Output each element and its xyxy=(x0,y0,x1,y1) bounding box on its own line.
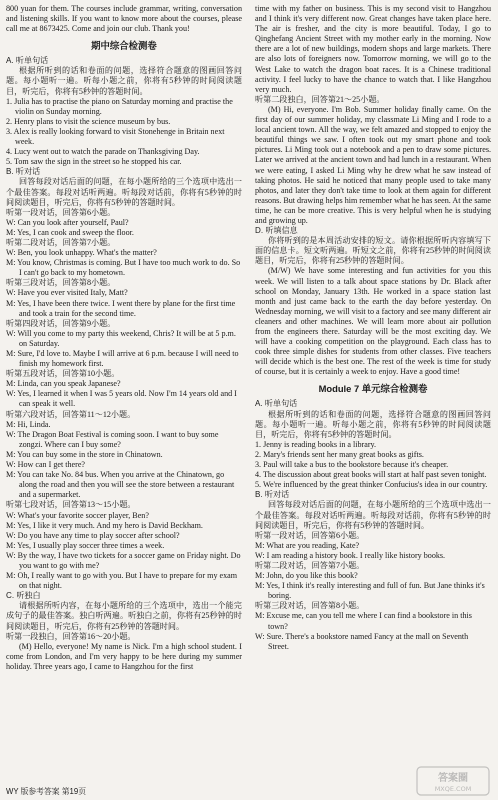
dialogue-line: M: You know, Christmas is coming. But I have too much work to do. So I can't go back to my hometown. xyxy=(6,258,241,278)
monologue-label: 听第一段独白，回答第16～20小题。 xyxy=(6,631,136,641)
monologue-text: (M) Hi, everyone. I'm Bob. Summer holiday finally came. On the first day of our summer holiday, my classmate Li Ming and I rode to a local ancient town. All the way, we felt amazed and stopped to enjoy the beautiful things we saw. I often took out my smart phone and took pictures. Li Ming took out a notebook and a pen to draw some pictures. Later we arrived at the ancient town and had lunch in a restaurant. When we were eating, I asked Li Ming why he drew what he saw instead of taking photos. He said he noticed that many people used to take many photos, and later they don't take time to look at them again for different reasons. But drawing helps him remember what he has seen. At the same time, he can be more creative. This is very helpful when he is studying and growing up. xyxy=(255,104,492,225)
dialogue-line: M: Hi, Linda. xyxy=(6,419,51,429)
dialogue-label: 听第一段对话，回答第6小题。 xyxy=(255,530,365,540)
section-a-heading: A. 听单句话 xyxy=(6,56,49,66)
dialogue-line: M: Yes, I can cook and sweep the floor. xyxy=(6,227,134,237)
section-b-heading: B. 听对话 xyxy=(6,167,41,177)
dialogue-line: W: Yes, I learned it when I was 5 years old. Now I'm 14 years old and I can speak it well. xyxy=(6,389,237,409)
dialogue-line: W: Will you come to my party this weekend, Chris? It will be at 5 p.m. on Saturday. xyxy=(6,328,236,348)
monologue-continued: time with my father on business. This is my second visit to Hangzhou and I think it's very different now. Great changes have taken place here. The air is fresher, and the city is more beautiful. Today, I go to Qinghefang Ancient Street with my mother early in the morning. Now there are a lot of new buildings, modern shops and large markets. There are also lots of foreigners now. Tomorrow morning, we will go to the West Lake to watch the dragon boat races. It is a Chinese traditional activity. I feel lucky to have the chance to watch that. I like Hangzhou very much. xyxy=(255,4,491,94)
left-column xyxy=(6,4,242,672)
section-d-instructions: 你将听到的是本周活动安排的短文。请你根据所听内容填写下面的信息卡。短文听两遍。听短文之前，你将有25秒钟的时间阅读题目，听完后，你将有25秒钟的答题时间。 xyxy=(255,236,491,266)
section-a-heading: A. 听单句话 xyxy=(255,399,298,409)
dialogue-label: 听第三段对话，回答第8小题。 xyxy=(255,601,365,611)
section-a-instructions: 根据所听到的话和卷面的问题，选择符合题意的图画回答问题。每小题听一遍。听每小题之前，你将有5秒钟的时间阅读题目，听完后，你将有5秒钟的答题时间。 xyxy=(6,66,242,96)
dialogue-line: W: Do you have any time to play soccer after school? xyxy=(6,530,180,540)
dialogue-line: W: What's your favorite soccer player, Ben? xyxy=(6,510,149,520)
right-column xyxy=(255,4,491,652)
svg-text:答案圈: 答案圈 xyxy=(438,773,468,784)
intro-paragraph: 800 yuan for them. The courses include grammar, writing, conversation and listening skills. If you want to know more about the courses, please call me at 8673425. Come and join our club. Thank you! xyxy=(6,4,242,34)
dialogue-line: W: By the way, I have two tickets for a soccer game on Friday night. Do you want to go with me? xyxy=(6,550,241,570)
listening-item: 5. We're influenced by the great thinker Confucius's idea in our country. xyxy=(255,480,488,490)
section-b-instructions: 回答每段对话后面的问题，在每小题所给的三个选项中选出一个最佳答案。每段对话听两遍。听每段对话前，你将有5秒钟的时间阅读题目，听完后，你将有5秒钟的答题时间。 xyxy=(255,500,491,530)
listening-item: 3. Paul will take a bus to the bookstore because it's cheaper. xyxy=(255,460,449,470)
dialogue-line: M: Yes, I think it's really interesting and full of fun. But Jane thinks it's boring. xyxy=(255,581,485,601)
dialogue-label: 听第二段对话，回答第7小题。 xyxy=(255,560,365,570)
dialogue-line: M: Excuse me, can you tell me where I can find a bookstore in this town? xyxy=(255,611,472,631)
section-c-instructions: 请根据所听内容，在每小题所给的三个选项中，选出一个能完成句子的最佳答案。独白听两遍。听独白之前，你将有25秒钟的时间阅读题目，听完后，你将有25秒钟的答题时间。 xyxy=(6,601,242,631)
section-d-text: (M/W) We have some interesting and fun activities for you this week. We will listen to a talk about space stations by Dr. Black after school on Monday, January 13th. He worked in a space station last month and just came back to the earth the day before yesterday. On Wednesday morning, we will visit to a factory and see many different air cleaners and other machines. We will learn more about air pollution from the engineers there. Saturday will be the most exciting day. We will have a cooking competition on the playground. Each class has to cook three simple dishes for students from other classes. Five teachers will decide which is the best one. The rest of the week is time for study of course, but it is certainly a week to enjoy. Have a good time! xyxy=(255,266,491,377)
dialogue-line: M: You can buy some in the store in Chinatown. xyxy=(6,449,163,459)
dialogue-line: M: Sure, I'd love to. Maybe I will arrive at 6 p.m. because I will need to finish my homework first. xyxy=(6,349,239,369)
listening-item: 4. Lucy went out to watch the parade on Thanksgiving Day. xyxy=(6,147,200,157)
dialogue-line: M: John, do you like this book? xyxy=(255,571,358,581)
listening-item: 4. The discussion about great books will start at half past seven tonight. xyxy=(255,470,487,480)
dialogue-label: 听第五段对话，回答第10小题。 xyxy=(6,369,120,379)
listening-item: 5. Tom saw the sign in the street so he stopped his car. xyxy=(6,157,182,167)
listening-item: 1. Julia has to practise the piano on Saturday morning and practise the violin on Sunday morning. xyxy=(6,96,233,116)
dialogue-line: M: What are you reading, Kate? xyxy=(255,540,360,550)
listening-item: 3. Alex is really looking forward to visit Stonehenge in Britain next week. xyxy=(6,126,225,147)
section-b-heading: B. 听对话 xyxy=(255,490,290,500)
dialogue-label: 听第七段对话，回答第13～15小题。 xyxy=(6,500,136,510)
monologue-text: (M) Hello, everyone! My name is Nick. I'm a high school student. I come from London, and I'm very happy to be here during my summer holiday. Three years ago, I came to Hangzhou for the first xyxy=(6,641,242,671)
dialogue-line: W: The Dragon Boat Festival is coming soon. I want to buy some zongzi. Where can I buy some? xyxy=(6,429,219,449)
section-d-heading: D. 听填信息 xyxy=(255,226,298,236)
dialogue-line: W: Ben, you look unhappy. What's the matter? xyxy=(6,248,157,258)
page-footer: WY 版参考答案 第19页 xyxy=(6,787,87,796)
listening-item: 2. Mary's friends sent her many great books as gifts. xyxy=(255,449,424,459)
section-b-instructions: 回答每段对话后面的问题，在每小题所给的三个选项中选出一个最佳答案。每段对话听两遍。听每段对话前，你将有5秒钟的时间阅读题目，听完后，你将有5秒钟的答题时间。 xyxy=(6,177,242,207)
watermark-logo-icon xyxy=(416,766,490,796)
dialogue-label: 听第三段对话，回答第8小题。 xyxy=(6,278,116,288)
dialogue-line: M: Oh, I really want to go with you. But I have to prepare for my exam on that night. xyxy=(6,571,238,591)
dialogue-line: M: Linda, can you speak Japanese? xyxy=(6,379,121,389)
dialogue-line: M: Yes, I have been there twice. I went there by plane for the first time and took a train for the second time. xyxy=(6,298,236,318)
monologue-label: 听第二段独白，回答第21～25小题。 xyxy=(255,94,385,104)
dialogue-label: 听第一段对话，回答第6小题。 xyxy=(6,207,116,217)
section-title-module7: Module 7 单元综合检测卷 xyxy=(318,383,428,395)
dialogue-label: 听第六段对话，回答第11～12小题。 xyxy=(6,409,136,419)
dialogue-line: W: How can I get there? xyxy=(6,460,86,470)
section-c-heading: C. 听独白 xyxy=(6,591,41,601)
dialogue-line: M: Yes, I like it very much. And my hero is David Beckham. xyxy=(6,520,203,530)
dialogue-line: W: Can you look after yourself, Paul? xyxy=(6,217,129,227)
listening-item: 2. Henry plans to visit the science museum by bus. xyxy=(6,116,171,126)
dialogue-line: W: I am reading a history book. I really like history books. xyxy=(255,550,446,560)
svg-text:MXQE.COM: MXQE.COM xyxy=(434,785,472,793)
section-title-midterm: 期中综合检测卷 xyxy=(91,40,157,52)
answer-page xyxy=(6,4,492,782)
section-a-instructions: 根据所听到的话和卷面的问题，选择符合题意的图画回答问题。每小题听一遍。听每小题之前，你将有5秒钟的时间阅读题目，听完后，你将有5秒钟的答题时间。 xyxy=(255,409,491,439)
dialogue-line: M: You can take No. 84 bus. When you arrive at the Chinatown, go along the road and then you will see the store between a restaurant and a supermarket. xyxy=(6,470,235,500)
dialogue-label: 听第二段对话，回答第7小题。 xyxy=(6,237,116,247)
dialogue-line: W: Sure. There's a bookstore named Fancy at the mall on Seventh Street. xyxy=(255,631,469,651)
dialogue-line: W: Have you ever visited Italy, Matt? xyxy=(6,288,128,298)
dialogue-line: M: Yes, I usually play soccer three times a week. xyxy=(6,540,165,550)
listening-item: 1. Jenny is reading books in a library. xyxy=(255,439,377,449)
dialogue-label: 听第四段对话，回答第9小题。 xyxy=(6,318,116,328)
